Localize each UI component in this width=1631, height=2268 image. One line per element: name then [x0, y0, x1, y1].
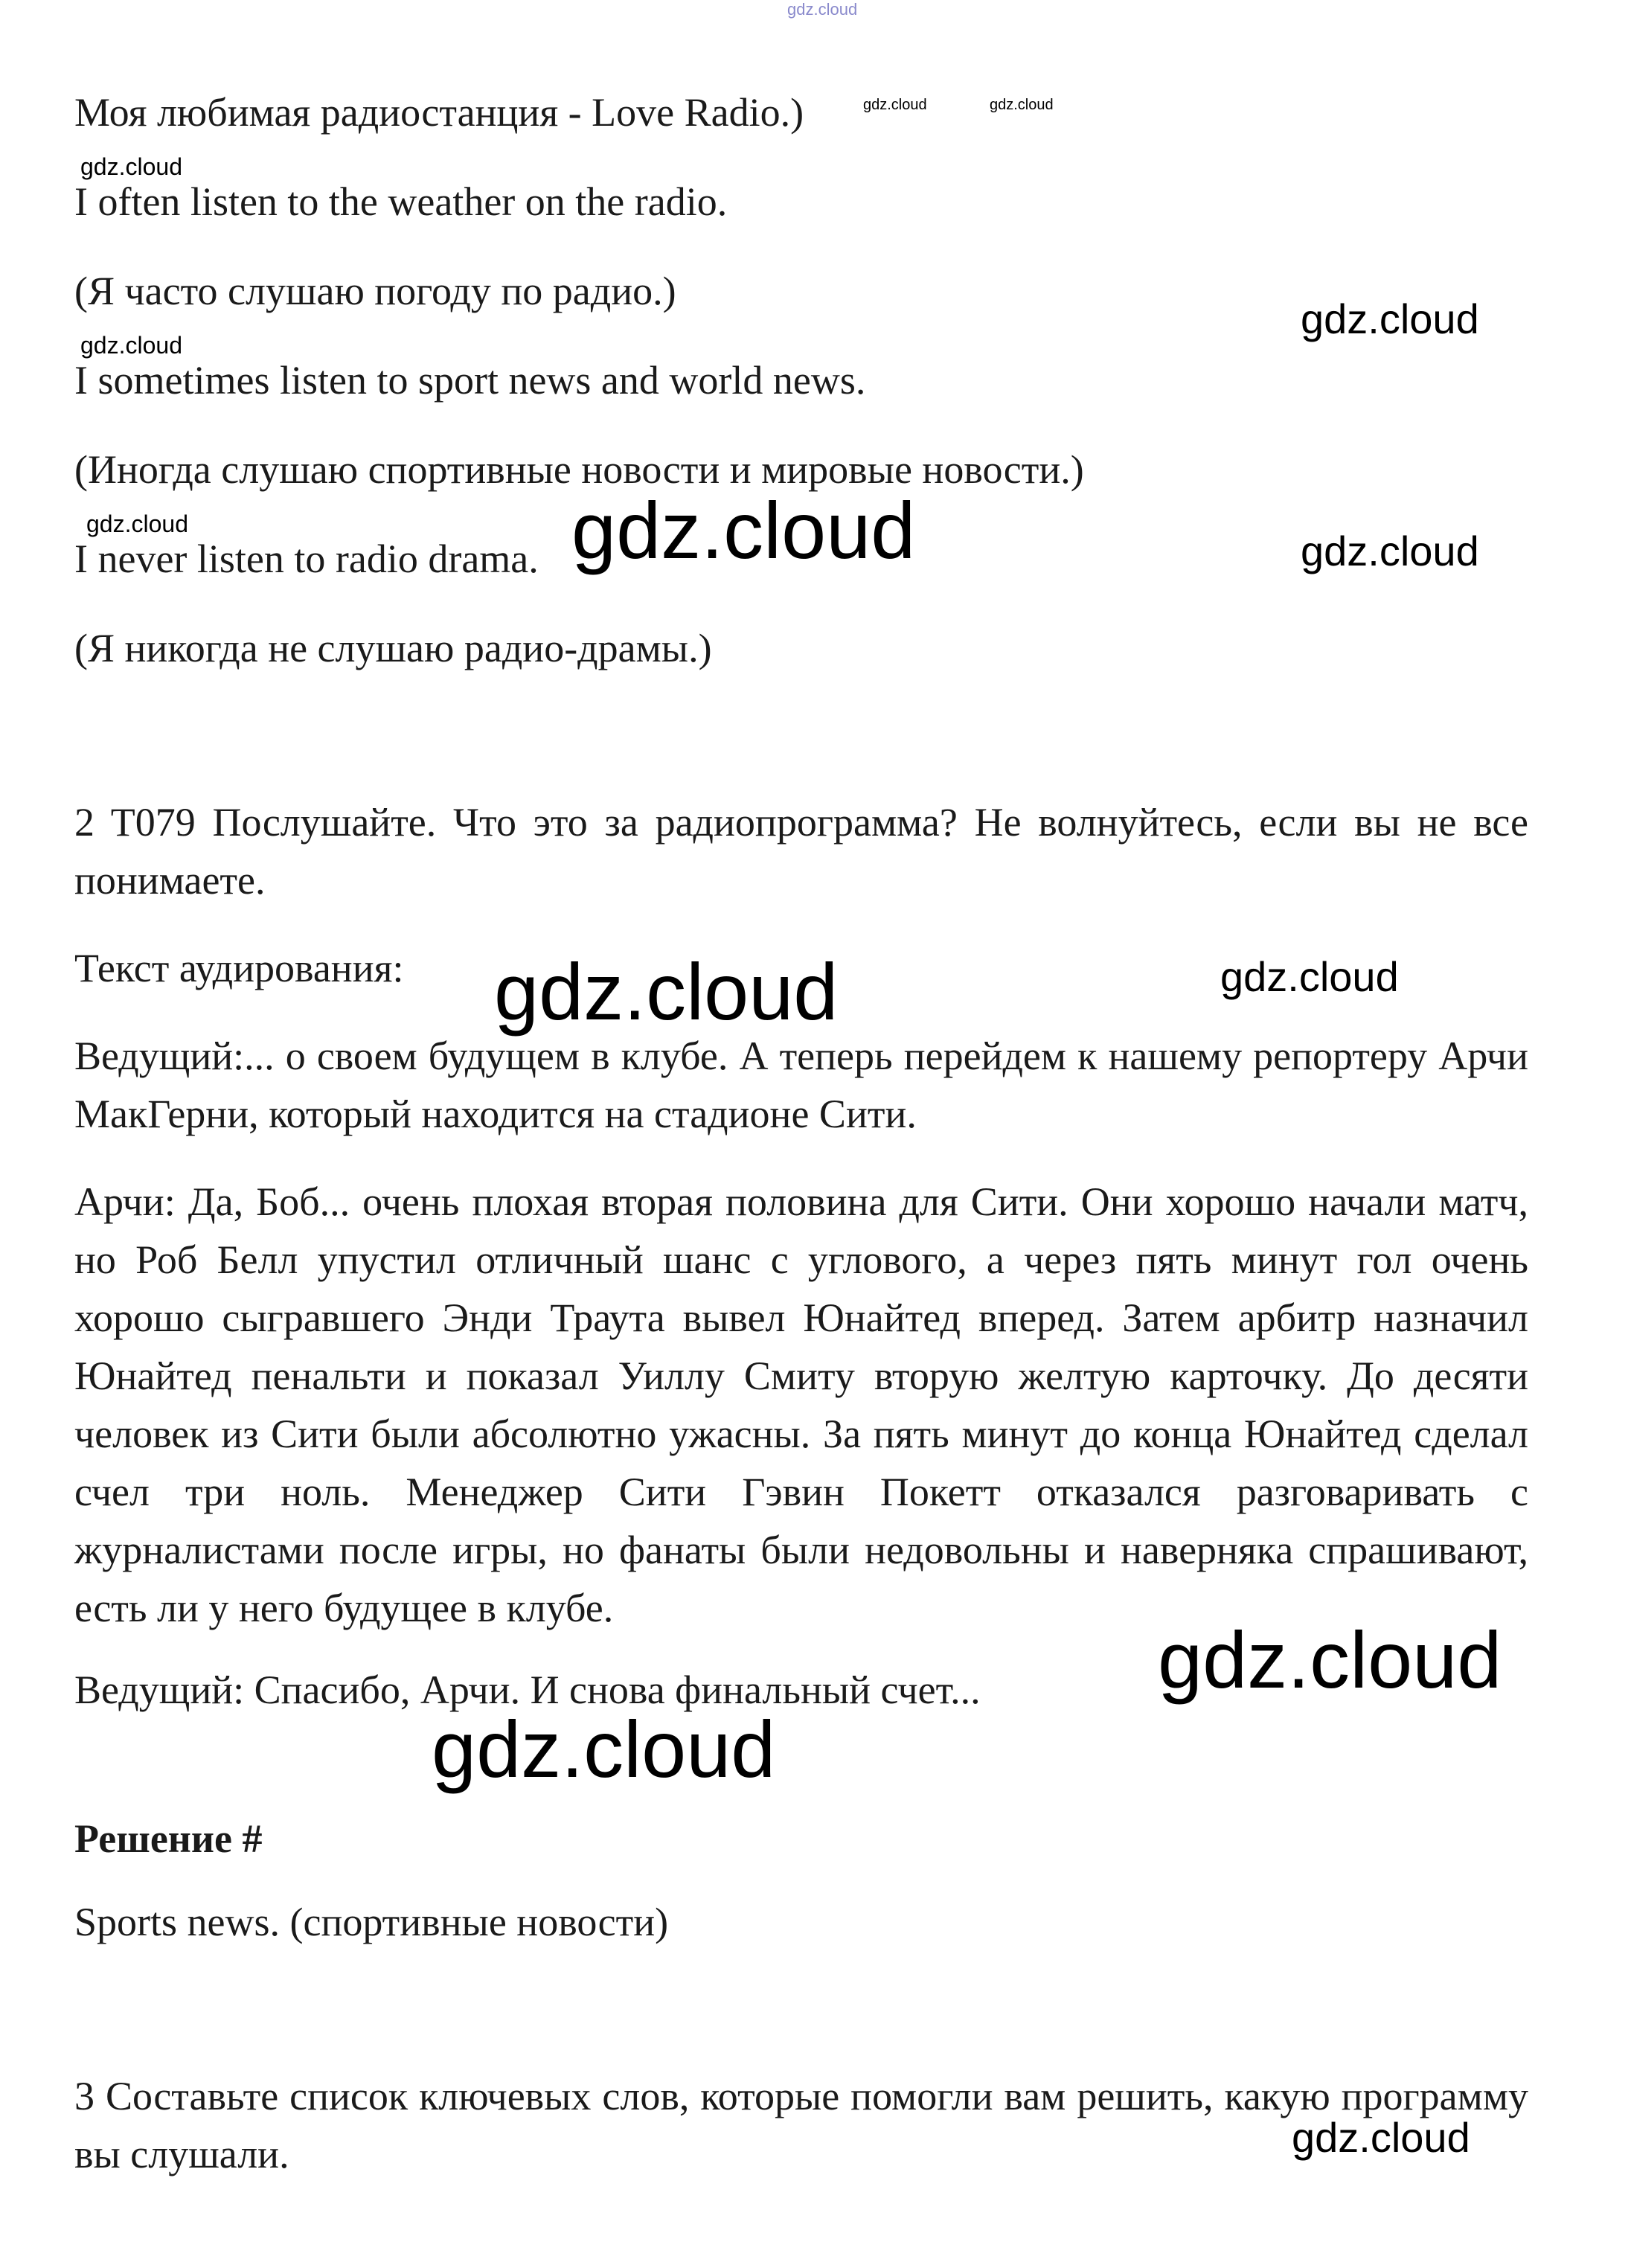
watermark-medium: gdz.cloud — [1301, 528, 1479, 574]
transcript-paragraph-3: Ведущий: Спасибо, Арчи. И снова финальный счет... — [74, 1668, 981, 1712]
line-sport-news: I sometimes listen to sport news and world news. — [74, 358, 866, 403]
watermark-small: gdz.cloud — [80, 332, 182, 359]
solution-heading: Решение # — [74, 1816, 263, 1861]
line-radio-drama-translation: (Я никогда не слушаю радио-драмы.) — [74, 626, 712, 670]
solution-text: Sports news. (спортивные новости) — [74, 1900, 669, 1944]
transcript-paragraph-1: Ведущий:... о своем будущем в клубе. А теперь перейдем к нашему репортеру Арчи МакГерни, который находится на стадионе Сити. — [74, 1034, 1528, 1136]
watermark-top: gdz.cloud — [787, 0, 858, 19]
watermark-small: gdz.cloud — [863, 97, 927, 113]
watermark-small: gdz.cloud — [86, 510, 188, 537]
task-2-instruction: 2 T079 Послушайте. Что это за радиопрограмма? Не волнуйтесь, если вы не все понимаете. — [74, 800, 1528, 903]
line-sport-news-translation: (Иногда слушаю спортивные новости и мировые новости.) — [74, 447, 1084, 492]
line-weather-translation: (Я часто слушаю погоду по радио.) — [74, 269, 676, 313]
transcript-paragraph-2: Арчи: Да, Боб... очень плохая вторая половина для Сити. Они хорошо начали матч, но Роб Белл упустил отличный шанс с углового, а через пять минут гол очень хорошо сыгравшего Энди Траута вывел Юнайтед вперед. Затем арбитр назначил Юнайтед пенальти и показал Уиллу Смиту вторую желтую карточку. До десяти человек из Сити были абсолютно ужасны. За пять минут до конца Юнайтед сделал счел три ноль. Менеджер Сити Гэвин Покетт отказался разговаривать с журналистами после игры, но фанаты были недовольны и наверняка спрашивают, есть ли у него будущее в клубе. — [74, 1179, 1528, 1630]
line-weather: I often listen to the weather on the radio. — [74, 179, 728, 224]
watermark-small: gdz.cloud — [990, 97, 1054, 113]
watermark-small: gdz.cloud — [80, 153, 182, 180]
watermark-large: gdz.cloud — [432, 1704, 776, 1794]
watermark-large: gdz.cloud — [494, 946, 839, 1037]
line-favorite-station: Моя любимая радиостанция - Love Radio.) — [74, 90, 804, 135]
watermark-large: gdz.cloud — [571, 485, 916, 575]
watermark-medium: gdz.cloud — [1220, 953, 1399, 1000]
transcript-heading: Текст аудирования: — [74, 946, 404, 990]
watermark-large: gdz.cloud — [1158, 1615, 1502, 1705]
line-radio-drama: I never listen to radio drama. — [74, 536, 539, 581]
watermark-medium: gdz.cloud — [1301, 295, 1479, 342]
watermark-medium: gdz.cloud — [1292, 2114, 1470, 2161]
task-3-instruction: 3 Составьте список ключевых слов, которые помогли вам решить, какую программу вы слушали. — [74, 2074, 1528, 2176]
